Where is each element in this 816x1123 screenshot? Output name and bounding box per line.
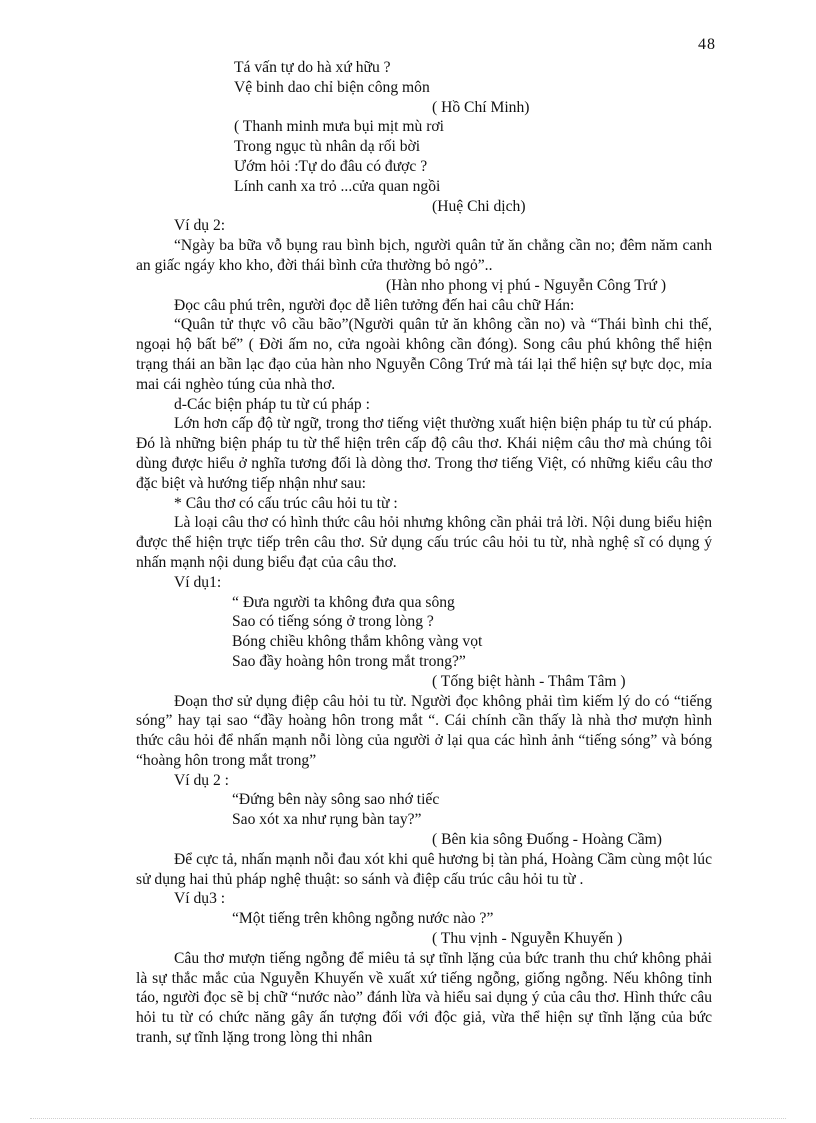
- poem-line: Sao xót xa như rụng bàn tay?”: [232, 811, 422, 829]
- poem-source: ( Bên kia sông Đuống - Hoàng Cầm): [432, 831, 662, 849]
- paragraph: Đoạn thơ sử dụng điệp câu hỏi tu từ. Người đọc không phải tìm kiếm lý do có “tiếng sóng” hay tại sao “đầy hoàng hôn trong mắt “. Cái chính cần thấy là nhà thơ mượn hình thức câu hỏi để nhấn mạnh nỗi lòng của người ở lại qua các hình ảnh “tiếng sóng” và bóng “hoàng hôn trong mắt trong”: [136, 692, 712, 769]
- poem-line: Sao đầy hoàng hôn trong mắt trong?”: [232, 652, 466, 670]
- document-body: [136, 58, 712, 1048]
- section-heading: d-Các biện pháp tu từ cú pháp :: [174, 395, 370, 413]
- poem-line: “ Đưa người ta không đưa qua sông: [232, 593, 455, 611]
- quote-source: (Hàn nho phong vị phú - Nguyễn Công Trứ ): [386, 276, 667, 294]
- page-bottom-rule: [30, 1118, 786, 1119]
- poem-line: Bóng chiều không thắm không vàng vọt: [232, 633, 483, 651]
- poem-line: ( Thanh minh mưa bụi mịt mù rơi: [234, 118, 445, 136]
- paragraph: Đọc câu phú trên, người đọc dễ liên tưởng đến hai câu chữ Hán:: [174, 296, 575, 314]
- poem-line: “Đứng bên này sông sao nhớ tiếc: [232, 791, 440, 809]
- example-label: Ví dụ1:: [174, 573, 222, 591]
- example-label: Ví dụ3 :: [174, 890, 226, 908]
- paragraph: Để cực tả, nhấn mạnh nỗi đau xót khi quê hương bị tàn phá, Hoàng Cầm cùng một lúc sử dụng hai thủ pháp nghệ thuật: so sánh và điệp cấu trúc câu hỏi tu từ .: [136, 850, 712, 888]
- poem-line: Tá vấn tự do hà xứ hữu ?: [234, 59, 391, 76]
- poem-line: Trong ngục tù nhân dạ rối bời: [234, 138, 421, 156]
- paragraph: Là loại câu thơ có hình thức câu hỏi nhưng không cần phải trả lời. Nội dung biểu hiện được thể hiện trực tiếp trên câu thơ. Sử dụng cấu trúc câu hỏi tu từ, nhà nghệ sĩ có dụng ý nhấn mạnh nội dung biểu đạt của câu thơ.: [136, 514, 712, 571]
- poem-source: (Huệ Chi dịch): [432, 197, 526, 215]
- example-label: Ví dụ 2 :: [174, 771, 230, 789]
- bullet-heading: * Câu thơ có cấu trúc câu hỏi tu từ :: [174, 494, 398, 512]
- poem-line: Vệ binh dao chỉ biện công môn: [234, 78, 430, 96]
- paragraph: “Quân tử thực vô cầu bão”(Người quân tử ăn không cần no) và “Thái bình chi thế, ngoại hộ bất bế” ( Đời ấm no, cửa ngoài không cần đóng). Song câu phú không thể hiện trạng thái an bần lạc đạo của hàn nho Nguyễn Công Trứ mà tái lại thể hiện sự bực dọc, mỉa mai cái nghèo túng của nhà thơ.: [136, 316, 712, 393]
- paragraph: Lớn hơn cấp độ từ ngữ, trong thơ tiếng việt thường xuất hiện biện pháp tu từ cú pháp. Đó là những biện pháp tu từ thể hiện trên cấp độ câu thơ. Khái niệm câu thơ mà chúng tôi dùng được hiểu ở nghĩa tương đối là dòng thơ. Trong thơ tiếng Việt, có những kiểu câu thơ đặc biệt và hướng tiếp nhận như sau:: [136, 415, 712, 492]
- paragraph: “Ngày ba bữa vỗ bụng rau bình bịch, người quân tử ăn chẳng cần no; đêm năm canh an giấc ngáy kho kho, đời thái bình cửa thường bỏ ngỏ”..: [136, 237, 712, 274]
- poem-line: Sao có tiếng sóng ở trong lòng ?: [232, 613, 434, 631]
- page-number: 48: [698, 36, 716, 53]
- example-label: Ví dụ 2:: [174, 217, 226, 235]
- poem-source: ( Hồ Chí Minh): [432, 98, 530, 116]
- paragraph: Câu thơ mượn tiếng ngỗng để miêu tả sự tĩnh lặng của bức tranh thu chứ không phải là sự thắc mắc của Nguyễn Khuyến về xuất xứ tiếng ngỗng, giống ngỗng. Nếu không tỉnh táo, người đọc sẽ bị chữ “nước nào” đánh lừa và hiểu sai dụng ý của câu thơ. Hình thức câu hỏi tu từ có chức năng gây ấn tượng đối với độc giả, vừa thể hiện sự tĩnh lặng của bức tranh, sự tĩnh lặng trong lòng thi nhân: [136, 949, 712, 1047]
- poem-line: “Một tiếng trên không ngỗng nước nào ?”: [232, 910, 494, 928]
- poem-line: Ướm hỏi :Tự do đâu có được ?: [234, 157, 428, 175]
- poem-source: ( Tống biệt hành - Thâm Tâm ): [432, 672, 626, 690]
- poem-line: Lính canh xa trỏ ...cửa quan ngồi: [234, 177, 441, 195]
- poem-source: ( Thu vịnh - Nguyễn Khuyến ): [432, 930, 623, 948]
